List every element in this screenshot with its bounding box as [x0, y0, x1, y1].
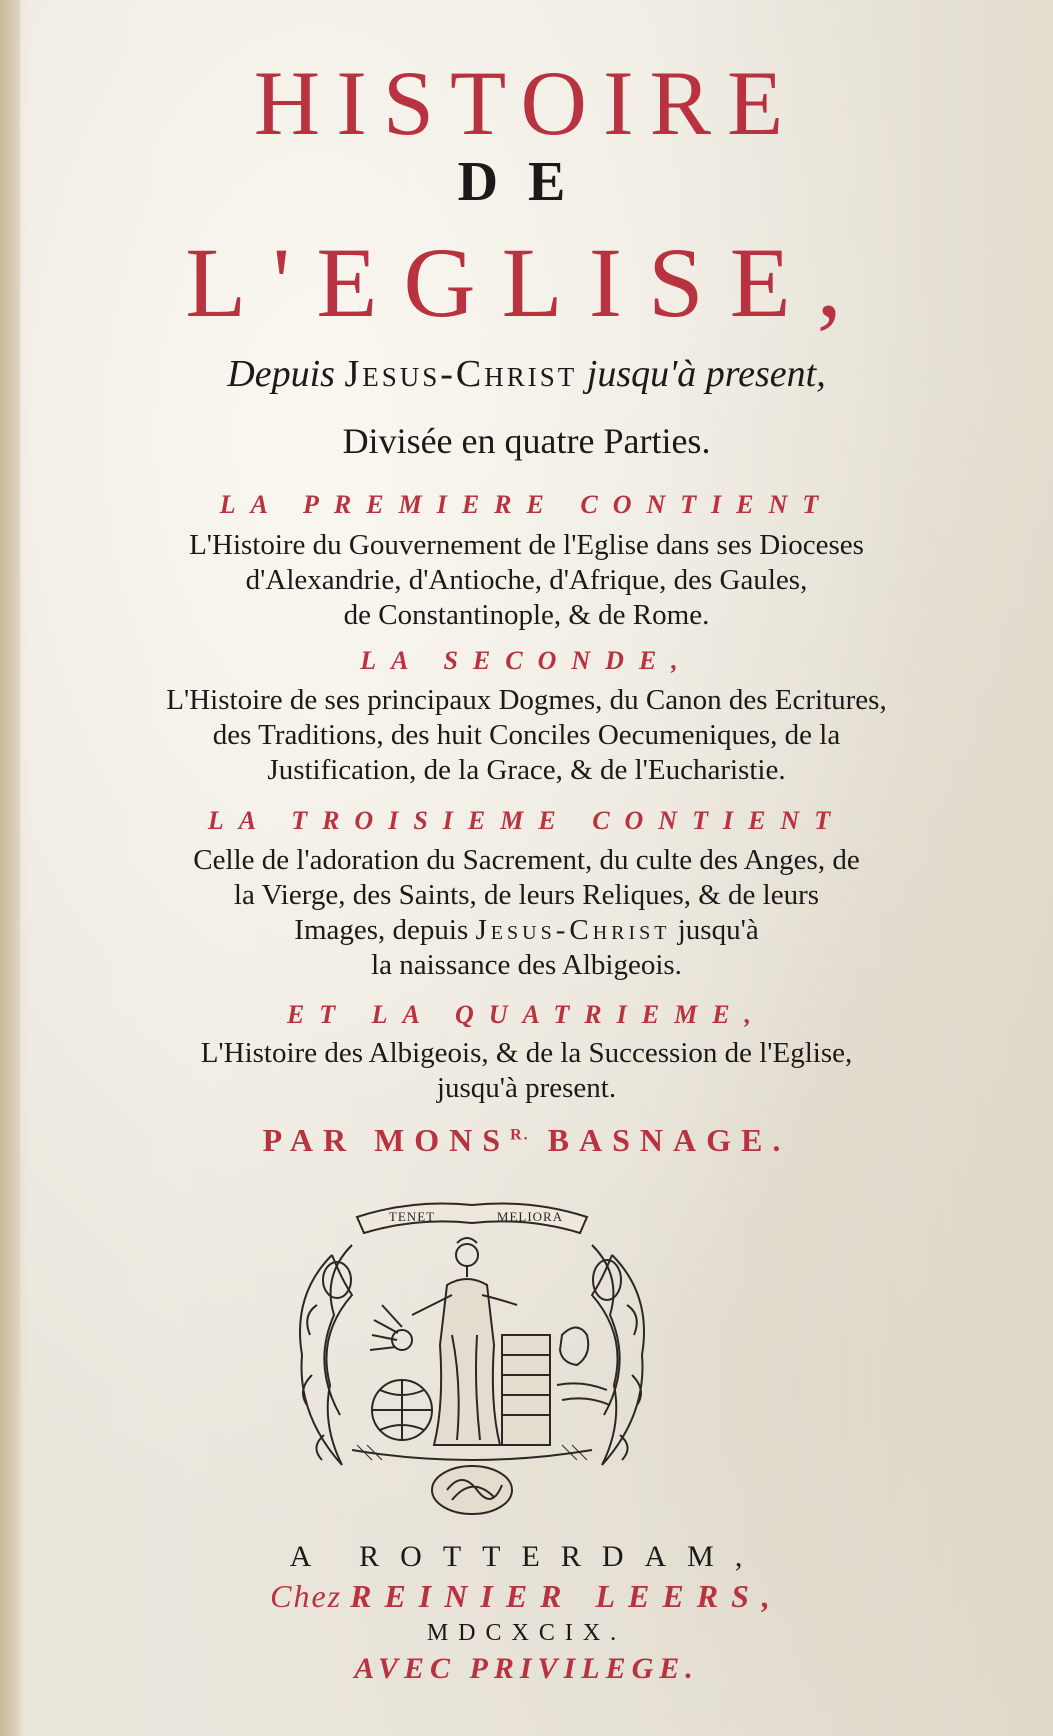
- part-4-heading: ET LA QUATRIEME,: [286, 1000, 767, 1029]
- part-3-line-3-end: jusqu'à: [677, 914, 759, 946]
- part-3-jesus-christ: Jesus-Christ: [475, 914, 671, 946]
- title-line-2: DE: [457, 151, 596, 213]
- motto-right: MELIORA: [496, 1209, 564, 1224]
- subtitle-jusqua: jusqu'à present,: [586, 353, 826, 395]
- part-4-line-1: L'Histoire des Albigeois, & de la Succession de l'Eglise,: [200, 1037, 853, 1069]
- imprint-printer-line: [0, 1578, 1053, 1615]
- part-1-line-1: L'Histoire du Gouvernement de l'Eglise dans ses Dioceses: [189, 529, 864, 561]
- subtitle-depuis-word: Depuis: [227, 353, 335, 395]
- part-2-line-1: L'Histoire de ses principaux Dogmes, du Canon des Ecritures,: [166, 684, 887, 716]
- title-line-1: HISTOIRE: [253, 52, 800, 154]
- printers-device-engraving: [262, 1185, 682, 1525]
- imprint-chez: Chez: [270, 1578, 343, 1614]
- part-2-line-3: Justification, de la Grace, & de l'Eucharistie.: [267, 754, 786, 786]
- part-2-line-2: des Traditions, des huit Conciles Oecumeniques, de la: [212, 719, 841, 751]
- part-3-line-1: Celle de l'adoration du Sacrement, du culte des Anges, de: [193, 844, 860, 876]
- imprint-place: A ROTTERDAM,: [289, 1540, 764, 1573]
- author-abbrev: R.: [510, 1126, 530, 1144]
- author-line: [0, 1122, 1053, 1159]
- title-line-3: L'EGLISE,: [185, 227, 868, 338]
- subtitle-jesus-christ: Jesus-Christ: [344, 353, 578, 395]
- imprint-privilege: AVEC PRIVILEGE.: [354, 1652, 699, 1685]
- imprint-year: MDCXCIX.: [426, 1620, 627, 1646]
- part-1-line-3: de Constantinople, & de Rome.: [343, 599, 710, 631]
- subtitle-depuis: [0, 352, 1053, 396]
- author-prefix: PAR MONS: [262, 1122, 511, 1158]
- motto-left: TENET: [388, 1209, 436, 1224]
- part-3-line-3: [0, 913, 1053, 948]
- part-3-line-3-start: Images, depuis: [294, 914, 469, 946]
- part-2-heading: LA SECONDE,: [360, 646, 693, 675]
- part-3-line-4: la naissance des Albigeois.: [371, 949, 682, 981]
- subtitle-divisee: Divisée en quatre Parties.: [342, 421, 711, 461]
- part-1-heading: LA PREMIERE CONTIENT: [219, 490, 834, 519]
- part-3-heading: LA TROISIEME CONTIENT: [207, 806, 846, 835]
- part-4-line-2: jusqu'à present.: [436, 1072, 617, 1104]
- part-3-line-2: la Vierge, des Saints, de leurs Reliques, & de leurs: [233, 879, 820, 911]
- imprint-printer: REINIER LEERS,: [350, 1578, 783, 1614]
- part-1-line-2: d'Alexandrie, d'Antioche, d'Afrique, des Gaules,: [245, 564, 808, 596]
- author-name: BASNAGE.: [547, 1122, 791, 1158]
